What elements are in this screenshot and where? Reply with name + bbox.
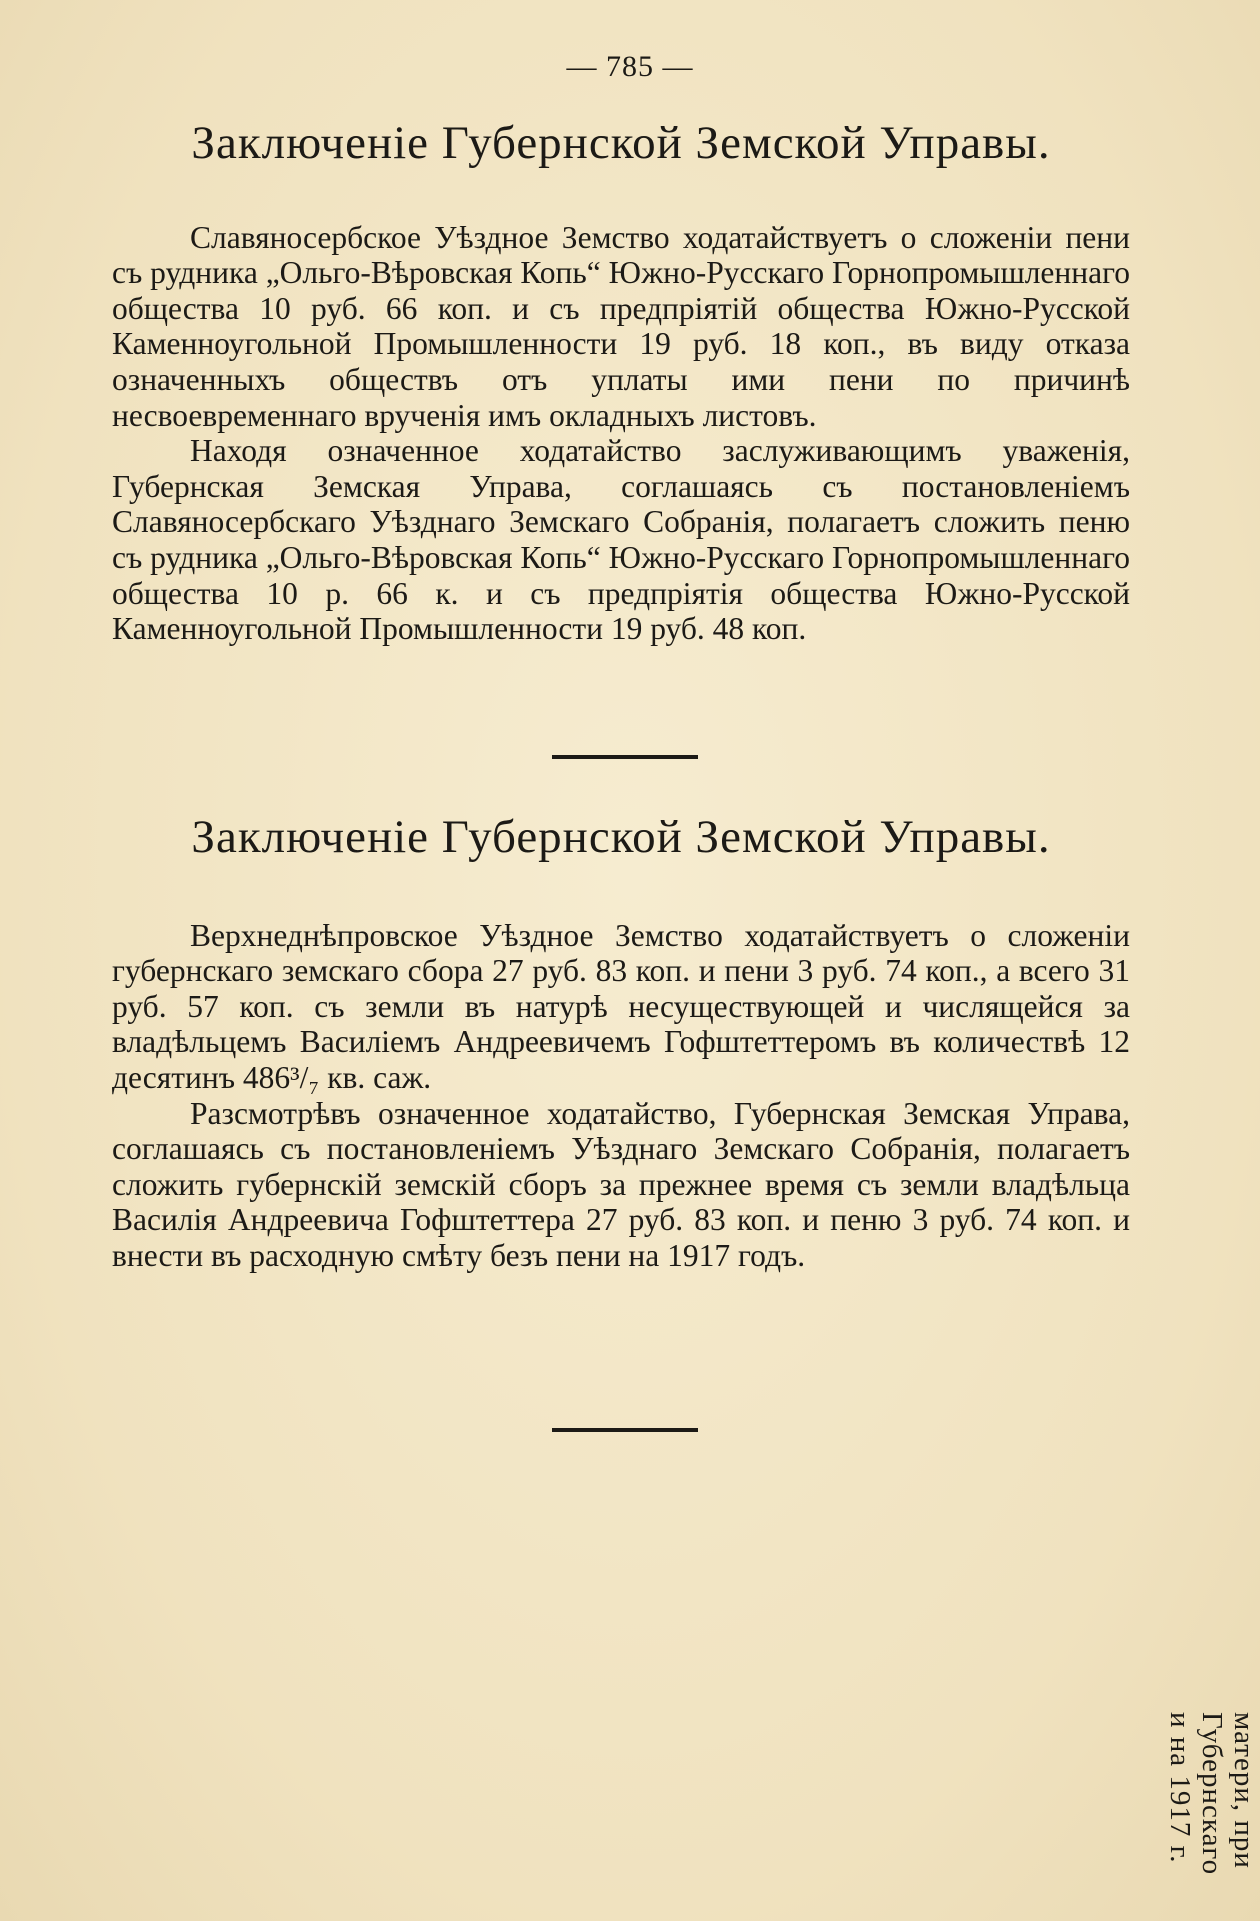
paragraph: Славяносербское Уѣздное Земство ходатайствуетъ о сложеніи пени съ рудника „Ольго-Вѣровская Копь“ Южно-Русскаго Горнопромышленнаго общества 10 руб. 66 коп. и съ предпріятій общества Южно-Русской Каменноугольной Промышленности 19 руб. 18 коп., въ виду отказа означенныхъ обществъ отъ уплаты ими пени по причинѣ несвоевременнаго врученія имъ окладныхъ листовъ. bbox=[112, 219, 1130, 433]
section-1 bbox=[112, 118, 1130, 647]
page-number: — 785 — bbox=[566, 50, 694, 83]
section-heading: Заключеніе Губернской Земской Управы. bbox=[191, 811, 1051, 863]
margin-note-line: матери, при bbox=[1228, 1712, 1260, 1869]
section-divider bbox=[552, 755, 698, 759]
paragraph: Разсмотрѣвъ означенное ходатайство, Губернская Земская Управа, соглашаясь съ постановленіемъ Уѣзднаго Земскаго Собранія, полагаетъ сложить губернскій земскій сборъ за прежнее время съ земли владѣльца Василія Андреевича Гофштеттера 27 руб. 83 коп. и пеню 3 руб. 74 коп. и внести въ расходную смѣту безъ пени на 1917 годъ. bbox=[112, 1095, 1130, 1274]
section-2 bbox=[112, 812, 1130, 1274]
margin-note-line: и на 1917 г. bbox=[1164, 1712, 1196, 1864]
margin-note-line: Губернскаго bbox=[1196, 1712, 1228, 1876]
margin-note bbox=[1140, 1702, 1260, 1921]
section-heading: Заключеніе Губернской Земской Управы. bbox=[191, 117, 1051, 169]
paragraph: Верхнеднѣпровское Уѣздное Земство ходатайствуетъ о сложеніи губернскаго земскаго сбора 27 руб. 83 коп. и пени 3 руб. 74 коп., а всего 31 руб. 57 коп. съ земли въ натурѣ несуществующей и числящейся за владѣльцемъ Василіемъ Андреевичемъ Гофштеттеромъ въ количествѣ 12 десятинъ 486³/₇ кв. саж. bbox=[112, 917, 1130, 1096]
paragraph: Находя означенное ходатайство заслуживающимъ уваженія, Губернская Земская Управа, соглашаясь съ постановленіемъ Славяносербскаго Уѣзднаго Земскаго Собранія, полагаетъ сложить пеню съ рудника „Ольго-Вѣровская Копь“ Южно-Русскаго Горнопромышленнаго общества 10 р. 66 к. и съ предпріятія общества Южно-Русской Каменноугольной Промышленности 19 руб. 48 коп. bbox=[112, 433, 1130, 647]
section-divider bbox=[552, 1428, 698, 1432]
